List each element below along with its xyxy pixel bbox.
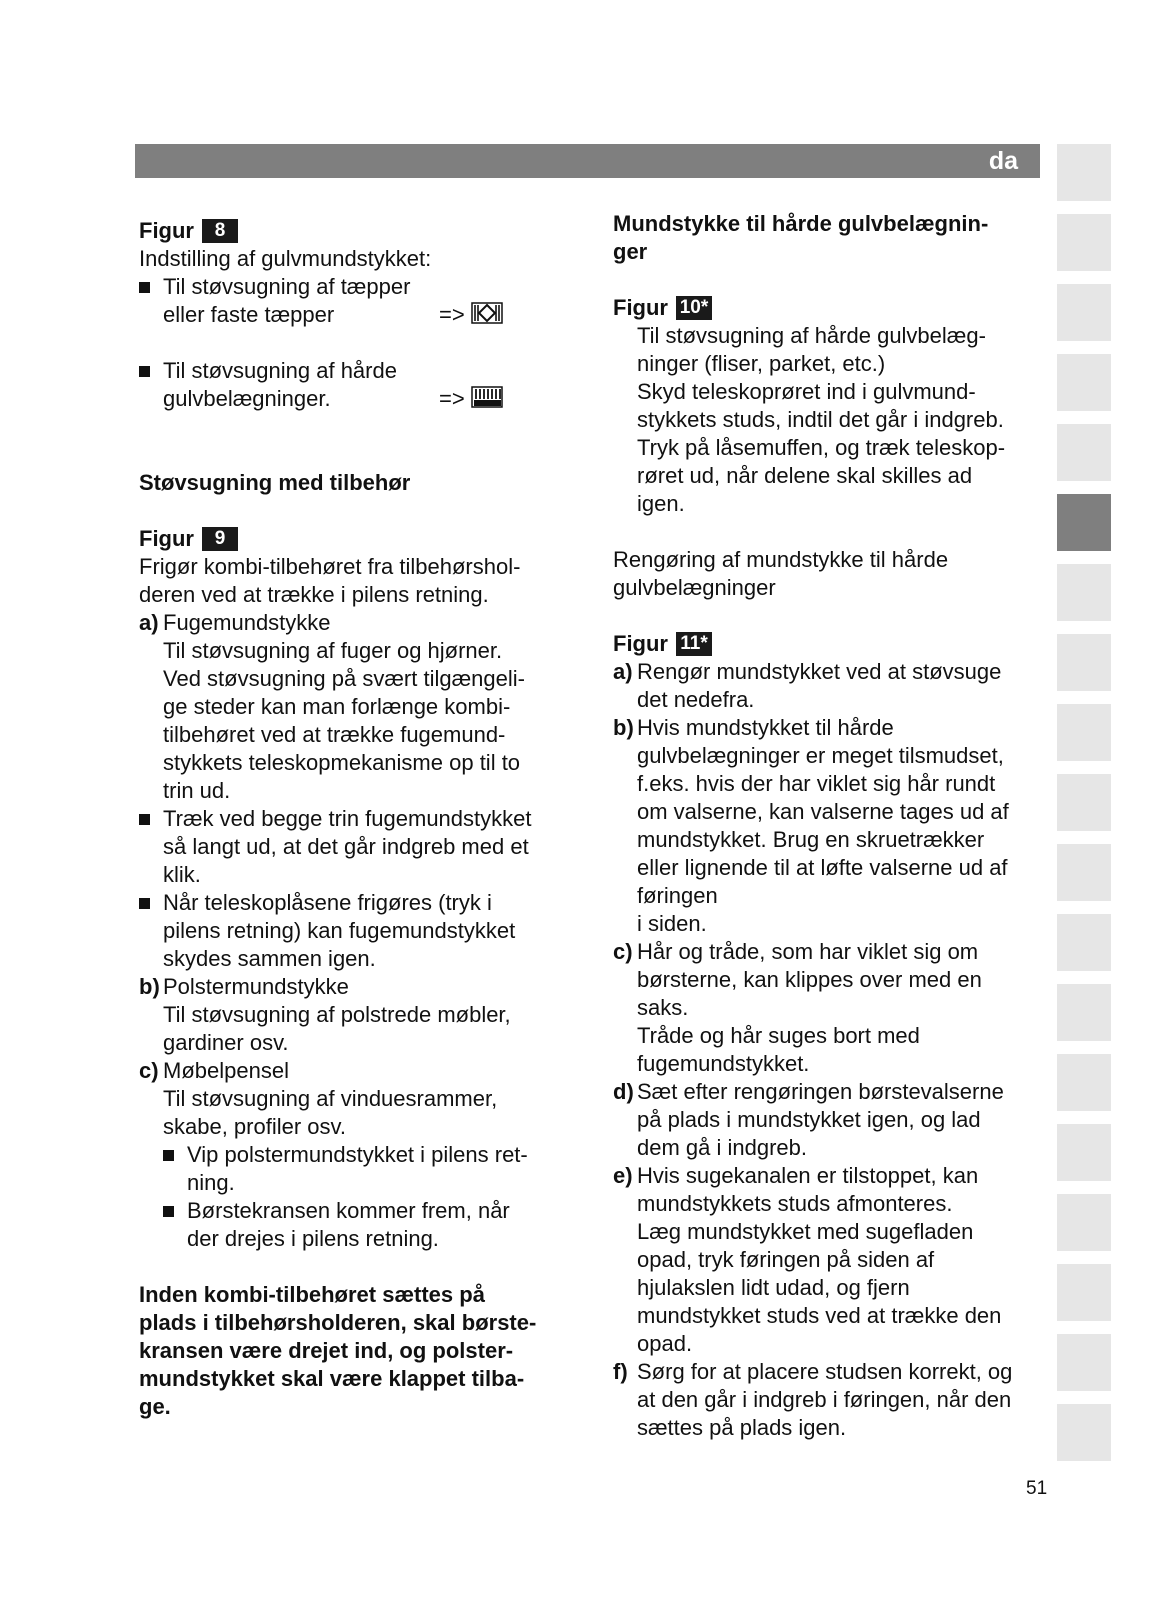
- item-line: Ved støvsugning på svært tilgængeli-: [163, 666, 525, 691]
- body-line: ninger (fliser, parket, etc.): [637, 351, 886, 376]
- language-tab: [1057, 1334, 1111, 1391]
- bullet-line: så langt ud, at det går indgreb med et: [163, 834, 529, 859]
- language-tab: [1057, 284, 1111, 341]
- item-line: gardiner osv.: [163, 1030, 289, 1055]
- item-line: Hvis mundstykket til hårde: [637, 715, 894, 740]
- cleaning-subheading: [613, 546, 1043, 602]
- sub-bullet-flip-nozzle: [163, 1141, 579, 1197]
- item-line: opad, tryk føringen på siden af: [637, 1247, 935, 1272]
- item-line: at den går i indgreb i føringen, når den: [637, 1387, 1012, 1412]
- body-line: røret ud, når delene skal skilles ad: [637, 463, 973, 488]
- language-tab: [1057, 774, 1111, 831]
- cleaning-step: [613, 714, 1043, 938]
- right-column: [613, 210, 1043, 1442]
- item-a-crevice-nozzle: [139, 609, 579, 805]
- figure-label: Figur: [613, 631, 668, 656]
- item-letter: e): [613, 1163, 633, 1188]
- figure-number-badge: 11*: [676, 632, 712, 656]
- item-letter: b): [139, 974, 160, 999]
- warning-line: kransen være drejet ind, og polster-: [139, 1338, 514, 1363]
- item-title: Fugemundstykke: [163, 610, 331, 635]
- figure-reference-9: [139, 525, 579, 553]
- language-tab: [1057, 144, 1111, 201]
- item-line: hjulakslen lidt udad, og fjern: [637, 1275, 910, 1300]
- hard-floor-setting-line-1: Til støvsugning af hårde: [163, 358, 397, 383]
- intro9-line-2: deren ved at trække i pilens retning.: [139, 582, 489, 607]
- item-line: opad.: [637, 1331, 693, 1356]
- language-tab: [1057, 844, 1111, 901]
- hard-floor-setting-item: [139, 357, 579, 413]
- cleaning-step: [613, 938, 1043, 1078]
- item-title: Møbelpensel: [163, 1058, 289, 1083]
- language-tab: [1057, 914, 1111, 971]
- item-b-upholstery-nozzle: [139, 973, 579, 1057]
- item-letter: a): [139, 610, 159, 635]
- cleaning-steps-list: [613, 658, 1043, 1442]
- intro9-line-1: Frigør kombi-tilbehøret fra tilbehørshol-: [139, 554, 521, 579]
- item-line: mundstykket. Brug en skruetrækker: [637, 827, 985, 852]
- bullet-extend-crevice: [139, 805, 579, 889]
- bullet-retract-crevice: [139, 889, 579, 973]
- item-line: Sæt efter rengøringen børstevalserne: [637, 1079, 1004, 1104]
- header-bar: [135, 144, 1040, 178]
- item-line: børsterne, kan klippes over med en: [637, 967, 982, 992]
- bullet-line: pilens retning) kan fugemundstykket: [163, 918, 516, 943]
- item-line: Hår og tråde, som har viklet sig om: [637, 939, 979, 964]
- body-line: Tryk på låsemuffen, og træk teleskop-: [637, 435, 1006, 460]
- item-line: stykkets teleskopmekanisme op til to: [163, 750, 521, 775]
- heading-line: Mundstykke til hårde gulvbelægnin-: [613, 211, 989, 236]
- item-title: Polstermundstykke: [163, 974, 349, 999]
- warning-line: ge.: [139, 1394, 171, 1419]
- bullet-line: Når teleskoplåsene frigøres (tryk i: [163, 890, 492, 915]
- item-line: Læg mundstykket med sugefladen: [637, 1219, 974, 1244]
- bullet-line: skydes sammen igen.: [163, 946, 376, 971]
- item-line: på plads i mundstykket igen, og lad: [637, 1107, 981, 1132]
- item-line: fugemundstykket.: [637, 1051, 810, 1076]
- figure-label: Figur: [139, 526, 194, 551]
- item-line: ge steder kan man forlænge kombi-: [163, 694, 511, 719]
- language-tab: [1057, 1054, 1111, 1111]
- item-line: i siden.: [637, 911, 707, 936]
- figure-reference-8: [139, 217, 579, 245]
- bullet-line: Vip polstermundstykket i pilens ret-: [187, 1142, 528, 1167]
- warning-line: Inden kombi-tilbehøret sættes på: [139, 1282, 485, 1307]
- item-line: Til støvsugning af polstrede møbler,: [163, 1002, 511, 1027]
- item-line: Til støvsugning af vinduesrammer,: [163, 1086, 498, 1111]
- left-column: [139, 217, 579, 1421]
- warning-line: mundstykket skal være klappet tilba-: [139, 1366, 525, 1391]
- figure-number-badge: 8: [202, 219, 238, 243]
- language-tab: [1057, 984, 1111, 1041]
- hard-floor-setting-icon: [471, 385, 503, 409]
- subheading-line: Rengøring af mundstykke til hårde: [613, 547, 949, 572]
- cleaning-step: [613, 1162, 1043, 1358]
- item-line: dem gå i indgreb.: [637, 1135, 807, 1160]
- bullet-line: ning.: [187, 1170, 235, 1195]
- carpet-setting-icon: [471, 301, 503, 325]
- item-line: mundstykket studs ved at trække den: [637, 1303, 1002, 1328]
- section-heading-hard-floor-nozzle: [613, 210, 1043, 266]
- item-letter: a): [613, 659, 633, 684]
- warning-line: plads i tilbehørsholderen, skal børste-: [139, 1310, 537, 1335]
- item-letter: c): [613, 939, 633, 964]
- language-tab-active: [1057, 494, 1111, 551]
- item-line: føringen: [637, 883, 718, 908]
- sub-bullet-brush-ring: [163, 1197, 579, 1253]
- item-letter: c): [139, 1058, 159, 1083]
- section-heading-accessories: Støvsugning med tilbehør: [139, 470, 411, 495]
- fig10-body: [613, 322, 1043, 518]
- item-line: gulvbelægninger er meget tilsmudset,: [637, 743, 1004, 768]
- item-line: Tråde og hår suges bort med: [637, 1023, 920, 1048]
- item-line: om valserne, kan valserne tages ud af: [637, 799, 1009, 824]
- subheading-line: gulvbelægninger: [613, 575, 776, 600]
- body-line: Skyd teleskoprøret ind i gulvmund-: [637, 379, 976, 404]
- cleaning-step: [613, 658, 1043, 714]
- figure-label: Figur: [139, 218, 194, 243]
- setting-arrow: =>: [439, 386, 465, 411]
- language-tab-strip: [1057, 144, 1111, 1474]
- carpet-setting-line-2: eller faste tæpper: [163, 302, 335, 327]
- item-letter: d): [613, 1079, 634, 1104]
- item-letter: b): [613, 715, 634, 740]
- language-tab: [1057, 564, 1111, 621]
- language-tab: [1057, 1194, 1111, 1251]
- item-line: tilbehøret ved at trække fugemund-: [163, 722, 506, 747]
- item-line: Sørg for at placere studsen korrekt, og: [637, 1359, 1013, 1384]
- item-line: Rengør mundstykket ved at støvsuge: [637, 659, 1002, 684]
- item-line: sættes på plads igen.: [637, 1415, 847, 1440]
- figure-number-badge: 9: [202, 527, 238, 551]
- item-line: Til støvsugning af fuger og hjørner.: [163, 638, 503, 663]
- figure-number-badge: 10*: [676, 296, 712, 320]
- item-line: skabe, profiler osv.: [163, 1114, 347, 1139]
- page-number: 51: [1026, 1478, 1048, 1499]
- heading-line: ger: [613, 239, 648, 264]
- bullet-line: klik.: [163, 862, 201, 887]
- language-tab: [1057, 1404, 1111, 1461]
- nozzle-setting-intro: Indstilling af gulvmundstykket:: [139, 246, 432, 271]
- cleaning-step: [613, 1358, 1043, 1442]
- language-code: da: [988, 147, 1018, 175]
- item-line: Hvis sugekanalen er tilstoppet, kan: [637, 1163, 979, 1188]
- body-line: Til støvsugning af hårde gulvbelæg-: [637, 323, 986, 348]
- warning-note: [139, 1281, 579, 1421]
- bullet-line: der drejes i pilens retning.: [187, 1226, 439, 1251]
- language-tab: [1057, 424, 1111, 481]
- item-line: saks.: [637, 995, 689, 1020]
- figure-label: Figur: [613, 295, 668, 320]
- language-tab: [1057, 214, 1111, 271]
- figure-reference-10: [613, 294, 1043, 322]
- item-line: mundstykkets studs afmonteres.: [637, 1191, 953, 1216]
- language-tab: [1057, 354, 1111, 411]
- body-line: stykkets studs, indtil det går i indgreb.: [637, 407, 1004, 432]
- cleaning-step: [613, 1078, 1043, 1162]
- bullet-line: Børstekransen kommer frem, når: [187, 1198, 510, 1223]
- item-c-furniture-brush: [139, 1057, 579, 1141]
- language-tab: [1057, 634, 1111, 691]
- item-letter: f): [613, 1359, 628, 1384]
- bullet-line: Træk ved begge trin fugemundstykket: [163, 806, 532, 831]
- item-line: det nedefra.: [637, 687, 755, 712]
- language-tab: [1057, 704, 1111, 761]
- item-line: eller lignende til at løfte valserne ud af: [637, 855, 1008, 880]
- carpet-setting-item: [139, 273, 579, 329]
- language-tab: [1057, 1124, 1111, 1181]
- body-line: igen.: [637, 491, 685, 516]
- item-line: trin ud.: [163, 778, 231, 803]
- carpet-setting-line-1: Til støvsugning af tæpper: [163, 274, 411, 299]
- item-line: f.eks. hvis der har viklet sig hår rundt: [637, 771, 996, 796]
- figure-reference-11: [613, 630, 1043, 658]
- hard-floor-setting-line-2: gulvbelægninger.: [163, 386, 331, 411]
- setting-arrow: =>: [439, 302, 465, 327]
- language-tab: [1057, 1264, 1111, 1321]
